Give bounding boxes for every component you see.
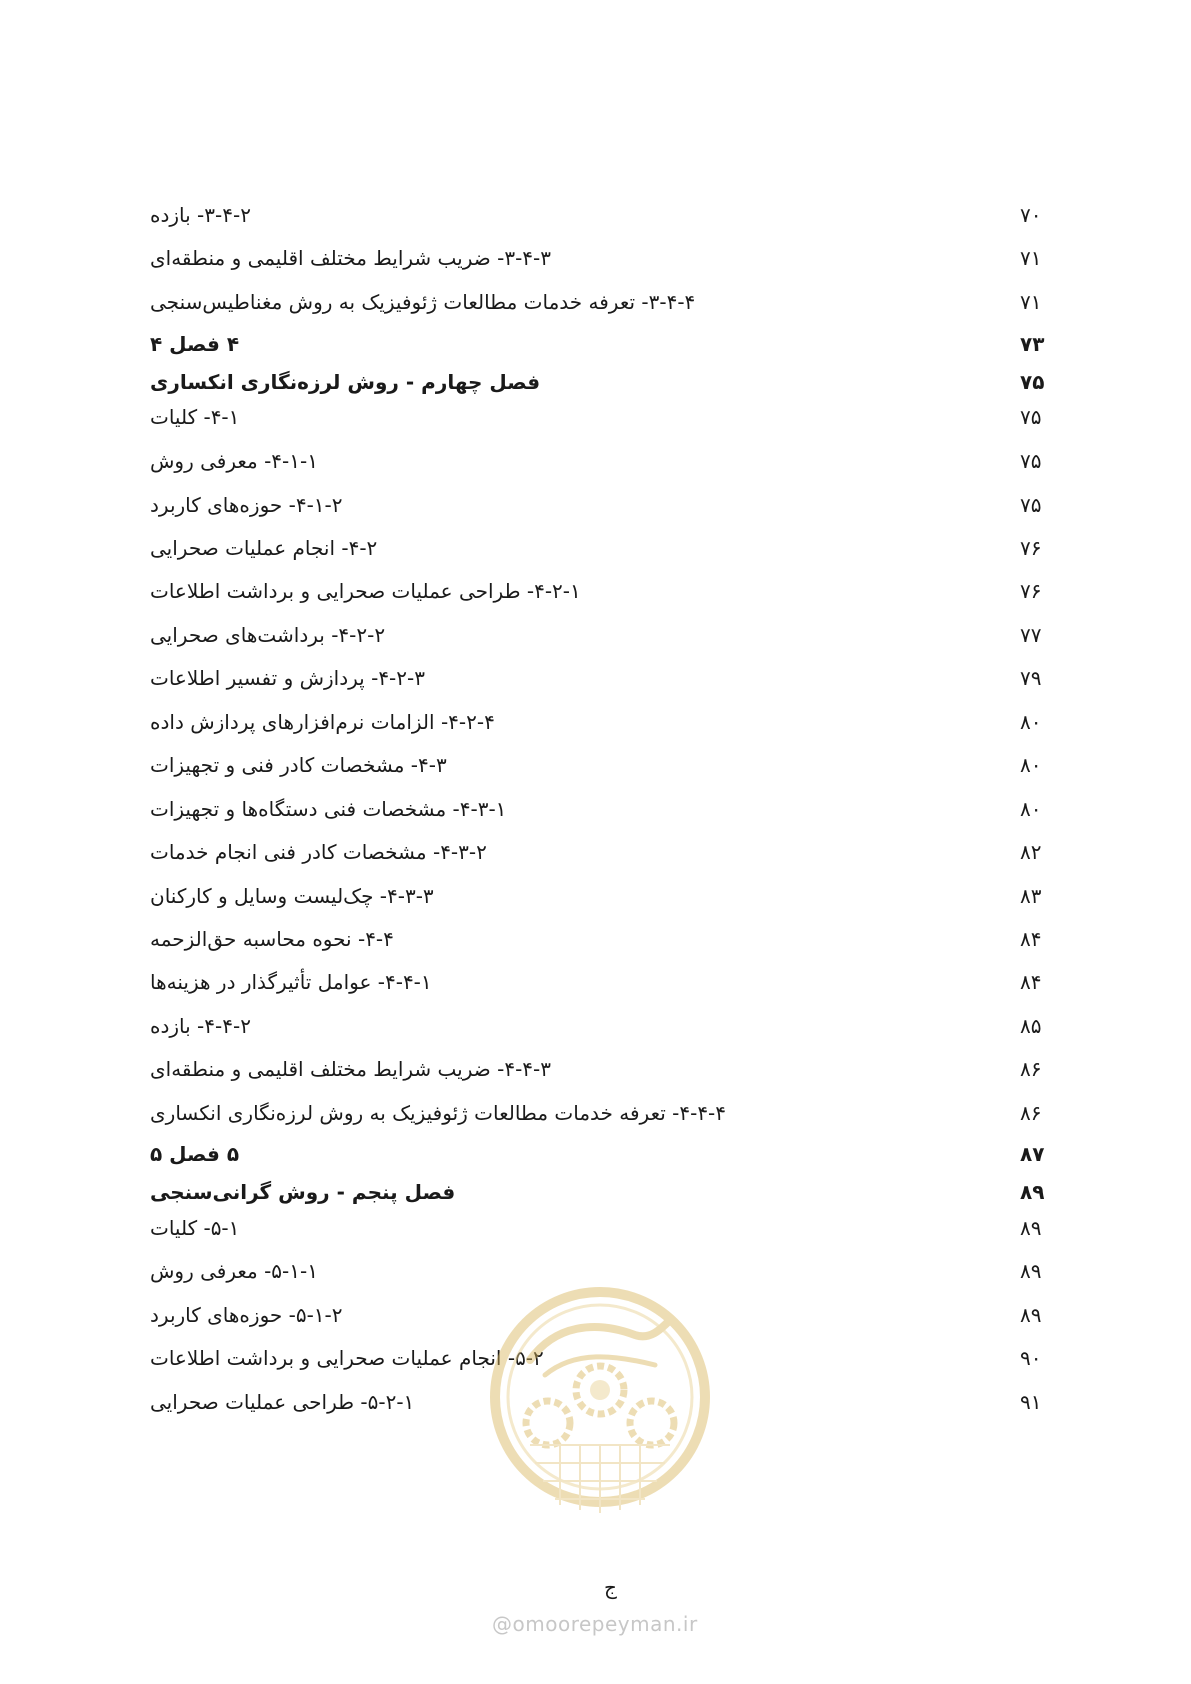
page-number: ج bbox=[604, 1575, 617, 1599]
toc-entry-title: ۴-۲-۳- پردازش و تفسیر اطلاعات bbox=[150, 666, 425, 690]
toc-entry-page: ۷۹ bbox=[1020, 666, 1042, 690]
toc-entry-page: ۹۱ bbox=[1020, 1390, 1042, 1414]
toc-entry-page: ۸۹ bbox=[1020, 1303, 1042, 1327]
toc-entry-page: ۸۲ bbox=[1020, 840, 1042, 864]
toc-entry-title: فصل چهارم - روش لرزه‌نگاری انکساری bbox=[150, 370, 541, 394]
toc-entry-title: ۵-۱- کلیات bbox=[150, 1216, 240, 1240]
toc-entry-title: ۴-۳- مشخصات کادر فنی و تجهیزات bbox=[150, 753, 447, 777]
toc-entry-title: ۴-۴- نحوه محاسبه حق‌الزحمه bbox=[150, 927, 394, 951]
toc-entry[interactable] bbox=[150, 745, 1060, 785]
toc-entry[interactable] bbox=[150, 876, 1060, 916]
toc-entry-page: ۸۳ bbox=[1020, 884, 1042, 908]
toc-entry-title: ۴-۱-۲- حوزه‌های کاربرد bbox=[150, 493, 343, 517]
toc-entry-title: ۵-۲-۱- طراحی عملیات صحرایی bbox=[150, 1390, 415, 1414]
toc-entry[interactable] bbox=[150, 1049, 1060, 1089]
toc-entry[interactable] bbox=[150, 1208, 1060, 1248]
toc-entry[interactable] bbox=[150, 658, 1060, 698]
toc-entry-page: ۸۹ bbox=[1020, 1180, 1045, 1204]
toc-entry-title: ۴-۳-۳- چک‌لیست وسایل و کارکنان bbox=[150, 884, 434, 908]
toc-entry[interactable] bbox=[150, 195, 1060, 235]
toc-entry-page: ۸۰ bbox=[1020, 797, 1042, 821]
toc-entry-page: ۸۴ bbox=[1020, 927, 1042, 951]
toc-entry-title: ۳-۴-۲- بازده bbox=[150, 203, 251, 227]
toc-entry[interactable] bbox=[150, 397, 1060, 437]
toc-entry-page: ۸۶ bbox=[1020, 1101, 1042, 1125]
toc-entry-title: ۴-۴-۴- تعرفه خدمات مطالعات ژئوفیزیک به روش لرزه‌نگاری انکساری bbox=[150, 1101, 727, 1125]
toc-entry-page: ۸۰ bbox=[1020, 710, 1042, 734]
watermark-logo bbox=[485, 1265, 715, 1530]
toc-entry-page: ۷۵ bbox=[1020, 405, 1042, 429]
toc-entry-title: ۵-۱-۲- حوزه‌های کاربرد bbox=[150, 1303, 343, 1327]
toc-entry-title: ۴-۲-۲- برداشت‌های صحرایی bbox=[150, 623, 386, 647]
toc-entry-page: ۸۷ bbox=[1020, 1142, 1045, 1166]
toc-entry-title: ۴-۱-۱- معرفی روش bbox=[150, 449, 318, 473]
toc-entry-page: ۸۶ bbox=[1020, 1057, 1042, 1081]
toc-entry-page: ۸۹ bbox=[1020, 1216, 1042, 1240]
toc-entry[interactable] bbox=[150, 615, 1060, 655]
toc-entry[interactable] bbox=[150, 1093, 1060, 1133]
toc-entry-page: ۷۶ bbox=[1020, 536, 1042, 560]
toc-chapter-entry[interactable] bbox=[150, 324, 1060, 364]
toc-chapter-entry[interactable] bbox=[150, 1134, 1060, 1174]
toc-entry[interactable] bbox=[150, 962, 1060, 1002]
watermark-site-url: @omoorepeyman.ir bbox=[492, 1612, 698, 1636]
toc-entry-page: ۷۳ bbox=[1020, 332, 1045, 356]
toc-entry[interactable] bbox=[150, 441, 1060, 481]
toc-entry[interactable] bbox=[150, 528, 1060, 568]
toc-entry-page: ۹۰ bbox=[1020, 1346, 1042, 1370]
toc-entry-title: ۴-۳-۲- مشخصات کادر فنی انجام خدمات bbox=[150, 840, 487, 864]
toc-entry-page: ۷۱ bbox=[1020, 246, 1042, 270]
toc-entry-title: ۵-۱-۱- معرفی روش bbox=[150, 1259, 318, 1283]
toc-entry[interactable] bbox=[150, 702, 1060, 742]
toc-entry-page: ۸۹ bbox=[1020, 1259, 1042, 1283]
toc-entry-page: ۸۰ bbox=[1020, 753, 1042, 777]
toc-entry-title: ۴-۳-۱- مشخصات فنی دستگاه‌ها و تجهیزات bbox=[150, 797, 507, 821]
toc-entry-page: ۷۰ bbox=[1020, 203, 1042, 227]
toc-entry-title: ۴-۴-۱- عوامل تأثیرگذار در هزینه‌ها bbox=[150, 970, 432, 994]
toc-entry[interactable] bbox=[150, 238, 1060, 278]
toc-entry[interactable] bbox=[150, 571, 1060, 611]
toc-entry-title: ۴-۲-۴- الزامات نرم‌افزارهای پردازش داده bbox=[150, 710, 495, 734]
toc-entry-title: ۴-۴-۳- ضریب شرایط مختلف اقلیمی و منطقه‌ای bbox=[150, 1057, 552, 1081]
toc-entry-title: ۴-۲-۱- طراحی عملیات صحرایی و برداشت اطلاعات bbox=[150, 579, 581, 603]
toc-entry-title: ۴-۴-۲- بازده bbox=[150, 1014, 251, 1038]
toc-chapter-entry[interactable] bbox=[150, 362, 1060, 402]
toc-chapter-entry[interactable] bbox=[150, 1172, 1060, 1212]
toc-entry-title: ۵-۲- انجام عملیات صحرایی و برداشت اطلاعات bbox=[150, 1346, 544, 1370]
toc-entry-title: فصل پنجم - روش گرانی‌سنجی bbox=[150, 1180, 456, 1204]
toc-entry-title: ۵ فصل ۵ bbox=[150, 1142, 240, 1166]
toc-entry-title: ۳-۴-۳- ضریب شرایط مختلف اقلیمی و منطقه‌ای bbox=[150, 246, 552, 270]
toc-entry-page: ۸۴ bbox=[1020, 970, 1042, 994]
toc-entry-title: ۴-۱- کلیات bbox=[150, 405, 240, 429]
toc-entry[interactable] bbox=[150, 919, 1060, 959]
toc-entry-page: ۷۵ bbox=[1020, 449, 1042, 473]
toc-entry[interactable] bbox=[150, 485, 1060, 525]
toc-entry-page: ۷۵ bbox=[1020, 493, 1042, 517]
toc-entry-title: ۴-۲- انجام عملیات صحرایی bbox=[150, 536, 378, 560]
toc-entry[interactable] bbox=[150, 282, 1060, 322]
toc-entry-title: ۳-۴-۴- تعرفه خدمات مطالعات ژئوفیزیک به روش مغناطیس‌سنجی bbox=[150, 290, 696, 314]
toc-entry-page: ۷۵ bbox=[1020, 370, 1045, 394]
toc-entry[interactable] bbox=[150, 1006, 1060, 1046]
toc-entry-page: ۷۷ bbox=[1020, 623, 1042, 647]
toc-entry[interactable] bbox=[150, 832, 1060, 872]
toc-entry-page: ۸۵ bbox=[1020, 1014, 1042, 1038]
toc-entry-page: ۷۱ bbox=[1020, 290, 1042, 314]
toc-entry-title: ۴ فصل ۴ bbox=[150, 332, 240, 356]
toc-entry[interactable] bbox=[150, 789, 1060, 829]
toc-entry-page: ۷۶ bbox=[1020, 579, 1042, 603]
